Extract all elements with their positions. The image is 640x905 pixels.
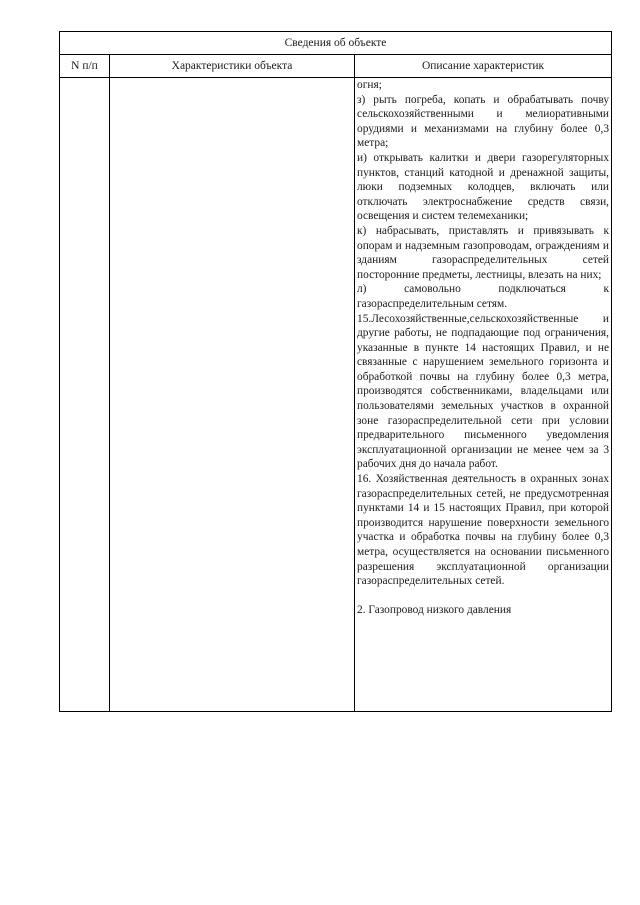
table-row bbox=[60, 78, 612, 712]
row-description-cell bbox=[355, 78, 612, 712]
description-text bbox=[357, 78, 609, 618]
row-characteristic-cell bbox=[110, 78, 355, 712]
table-title: Сведения об объекте bbox=[60, 32, 612, 55]
description-paragraph: 2. Газопровод низкого давления bbox=[357, 604, 512, 617]
header-characteristic: Характеристики объекта bbox=[110, 55, 355, 78]
description-paragraph: з) рыть погреба, копать и обрабатывать почву сельскохозяйственными и мелиоративными орудиями и механизмами на глубину более 0,3 метра; bbox=[357, 93, 610, 150]
object-info-table bbox=[59, 31, 612, 712]
description-paragraph: к) набрасывать, приставлять и привязывать к опорам и надземным газопроводам, ограждениям и зданиям газораспределительных сетей посторонние предметы, лестницы, влезать на них; bbox=[357, 224, 610, 281]
description-paragraph: 16. Хозяйственная деятельность в охранных зонах газораспределительных сетей, не предусмотренная пунктами 14 и 15 настоящих Правил, при которой производится нарушение поверхности земельного участка и обработка почвы на глубину более 0,3 метра, осуществляется на основании письменного разрешения эксплуатационной организации газораспределительных сетей. bbox=[357, 473, 610, 588]
description-paragraph: и) открывать калитки и двери газорегуляторных пунктов, станций катодной и дренажной защиты, люки подземных колодцев, включать или отключать электроснабжение средств связи, освещения и систем телемеханики; bbox=[357, 151, 610, 223]
header-description: Описание характеристик bbox=[355, 55, 612, 78]
row-number-cell bbox=[60, 78, 110, 712]
description-paragraph: 15.Лесохозяйственные,сельскохозяйственные и другие работы, не подпадающие под ограничения, указанные в пункте 14 настоящих Правил, и не связанные с нарушением земельного горизонта и обработкой почвы на глубину более 0,3 метра, производятся собственниками, владельцами или пользователями земельных участков в охранной зоне газораспределительной сети при условии предварительного письменного уведомления эксплуатационной организации не менее чем за 3 рабочих дня до начала работ. bbox=[357, 312, 610, 471]
description-paragraph: огня; bbox=[357, 79, 382, 91]
header-number: N п/п bbox=[60, 55, 110, 78]
description-paragraph: л) самовольно подключаться к газораспределительным сетям. bbox=[357, 283, 610, 310]
table-title-row bbox=[60, 32, 612, 55]
table-header-row bbox=[60, 55, 612, 78]
description-blank-line bbox=[357, 589, 609, 604]
